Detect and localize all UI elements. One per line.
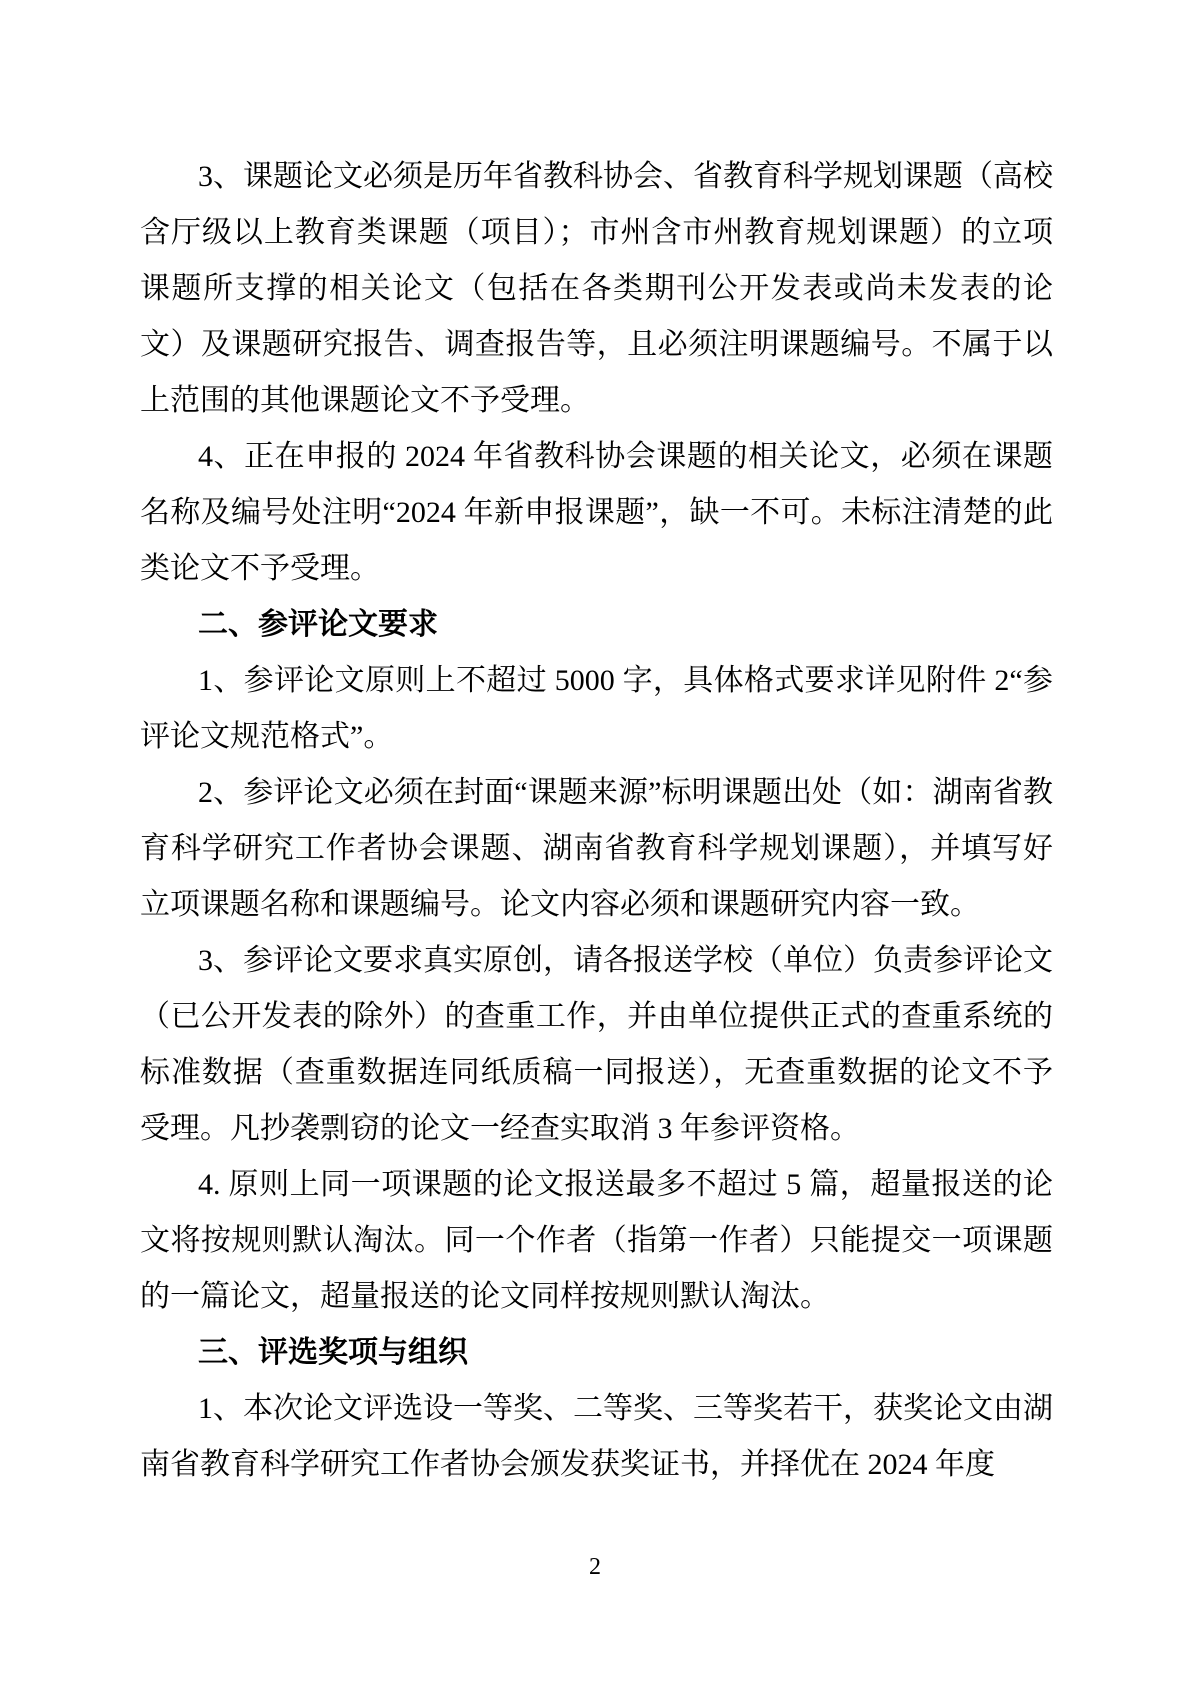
paragraph-submission-quota: 4. 原则上同一项课题的论文报送最多不超过 5 篇，超量报送的论文将按规则默认淘汰。同一个作者（指第一作者）只能提交一项课题的一篇论文，超量报送的论文同样按规则默认淘汰。 — [140, 1168, 1053, 1313]
paragraph-originality-check: 3、参评论文要求真实原创，请各报送学校（单位）负责参评论文（已公开发表的除外）的查重工作，并由单位提供正式的查重系统的标准数据（查重数据连同纸质稿一同报送），无查重数据的论文不予受理。凡抄袭剽窃的论文一经查实取消 3 年参评资格。 — [140, 944, 1053, 1145]
section-heading-entry-requirements: 二、参评论文要求 — [198, 608, 438, 641]
paragraph-topic-papers-scope: 3、课题论文必须是历年省教科协会、省教育科学规划课题（高校含厅级以上教育类课题（项目）；市州含市州教育规划课题）的立项课题所支撑的相关论文（包括在各类期刊公开发表或尚未发表的论文）及课题研究报告、调查报告等，且必须注明课题编号。不属于以上范围的其他课题论文不予受理。 — [140, 160, 1053, 417]
paragraph-word-limit: 1、参评论文原则上不超过 5000 字，具体格式要求详见附件 2“参评论文规范格式”。 — [140, 664, 1053, 753]
paragraph-award-levels: 1、本次论文评选设一等奖、二等奖、三等奖若干，获奖论文由湖南省教育科学研究工作者协会颁发获奖证书，并择优在 2024 年度 — [140, 1392, 1053, 1481]
document-page-body — [140, 149, 1053, 1493]
paragraph-2024-pending-topics: 4、正在申报的 2024 年省教科协会课题的相关论文，必须在课题名称及编号处注明“2024 年新申报课题”，缺一不可。未标注清楚的此类论文不予受理。 — [140, 440, 1053, 585]
paragraph-cover-topic-source: 2、参评论文必须在封面“课题来源”标明课题出处（如：湖南省教育科学研究工作者协会课题、湖南省教育科学规划课题），并填写好立项课题名称和课题编号。论文内容必须和课题研究内容一致。 — [140, 776, 1053, 921]
page-number: 2 — [589, 1554, 601, 1580]
section-heading-awards-organization: 三、评选奖项与组织 — [198, 1336, 468, 1369]
